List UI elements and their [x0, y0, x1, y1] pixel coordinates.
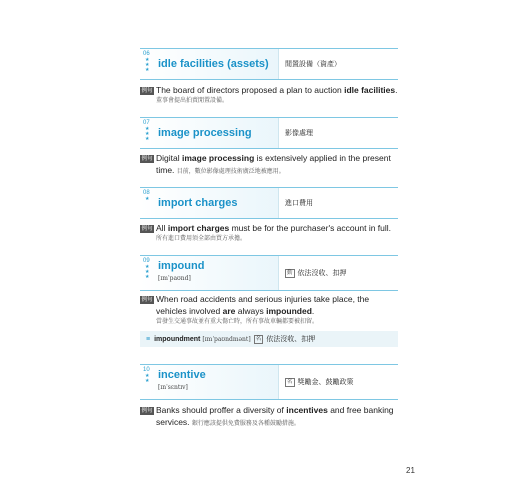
entry-number: 06	[143, 51, 150, 57]
star-icon: ★ ★	[145, 373, 150, 384]
example-06	[140, 84, 398, 106]
entry-08	[140, 187, 398, 219]
example-badge: 例句	[141, 297, 153, 303]
example-text: The board of directors proposed a plan to auction idle facilities.	[156, 85, 398, 95]
example-badge: 例句	[141, 226, 153, 232]
part-of-speech-badge: 動	[287, 269, 293, 276]
part-of-speech-badge: 名	[287, 378, 293, 385]
entry-header	[140, 364, 398, 400]
example-text-cont: vehicles involved are always impounded.	[156, 306, 315, 316]
entry-header	[140, 48, 398, 80]
entry-10	[140, 364, 398, 400]
headword: import charges	[158, 197, 238, 209]
star-icon: ★ ★ ★	[145, 126, 150, 142]
meaning: 獎勵金、鼓勵政策	[297, 379, 354, 386]
example-text-cont: services.	[156, 417, 190, 427]
example-translation: 董事會提出拍賣閒置設備。	[156, 98, 229, 104]
star-icon: ★	[145, 196, 150, 202]
entry-number: 08	[143, 190, 150, 196]
derivative-row	[140, 331, 398, 347]
page-number: 21	[406, 466, 415, 475]
meaning: 閒置設備（資產）	[285, 61, 341, 68]
entry-06	[140, 48, 398, 80]
example-text: All import charges must be for the purchaser's account in full.	[156, 223, 392, 233]
example-text: When road accidents and serious injuries take place, the	[156, 294, 370, 304]
derivative-phonetic: [ɪmˈpaʊndmənt]	[202, 335, 251, 343]
example-text: Banks should proffer a diversity of incentives and free banking	[156, 405, 394, 415]
star-icon: ★ ★ ★	[145, 57, 150, 73]
example-translation: 所有進口費用須全部由買方承擔。	[156, 236, 247, 242]
example-badge: 例句	[141, 408, 153, 414]
example-08	[140, 222, 398, 244]
phonetic: [ɪnˈsɛntɪv]	[158, 384, 188, 391]
meaning: 影像處理	[285, 130, 313, 137]
derivative-meaning: 依法沒收、扣押	[266, 336, 316, 343]
example-translation: 當發生交通事故並有重大傷亡時，所有事故車輛都要被扣留。	[156, 319, 319, 325]
example-text: Digital image processing is extensively applied in the present	[156, 153, 391, 163]
entry-header	[140, 117, 398, 149]
meaning: 依法沒收、扣押	[297, 270, 347, 277]
entry-header	[140, 255, 398, 291]
entry-header	[140, 187, 398, 219]
entry-number: 10	[143, 367, 150, 373]
example-badge: 例句	[141, 88, 153, 94]
entry-number: 09	[143, 258, 150, 264]
headword: incentive	[158, 369, 206, 381]
entry-09	[140, 255, 398, 291]
example-10	[140, 404, 398, 430]
headword: impound	[158, 260, 205, 272]
example-07	[140, 152, 398, 178]
example-translation: 目前，數位影像處理技術廣泛地被應用。	[176, 169, 285, 175]
example-09	[140, 293, 398, 327]
example-badge: 例句	[141, 156, 153, 162]
headword: image processing	[158, 127, 252, 139]
star-icon: ★ ★ ★	[145, 264, 150, 280]
part-of-speech-badge: 名	[255, 335, 262, 342]
entry-07	[140, 117, 398, 149]
derivative-word: impoundment	[154, 335, 201, 343]
headword: idle facilities (assets)	[158, 58, 269, 70]
derivative-icon: ≡	[146, 335, 151, 343]
meaning: 進口費用	[285, 200, 313, 207]
entry-number: 07	[143, 120, 150, 126]
example-text-cont: time.	[156, 165, 175, 175]
example-translation: 銀行應該提供免費服務及各種鼓勵措施。	[191, 421, 300, 427]
phonetic: [ɪmˈpaʊnd]	[158, 275, 191, 282]
